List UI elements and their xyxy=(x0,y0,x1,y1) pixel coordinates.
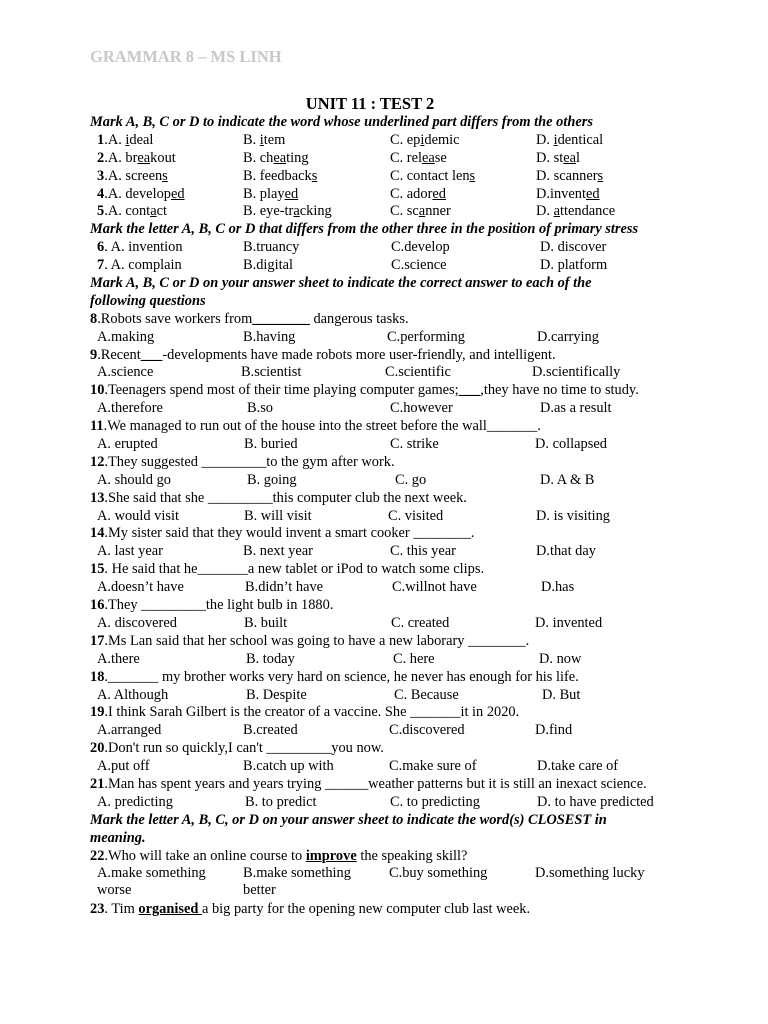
option-c: C. created xyxy=(391,614,450,631)
question-10-options xyxy=(90,400,690,418)
option-d: D. steal xyxy=(536,149,580,166)
option-d: D. identical xyxy=(536,131,604,148)
option-b: B. buried xyxy=(244,436,298,453)
option-b: B.scientist xyxy=(241,364,302,381)
question-8-stem: 8.Robots save workers from________ dangerous tasks. xyxy=(90,310,409,327)
option-b: B.having xyxy=(243,328,296,345)
question-18-stem: 18._______ my brother works very hard on science, he never has enough for his life. xyxy=(90,668,579,685)
section-pronunciation-instruction: Mark A, B, C or D to indicate the word whose underlined part differs from the others xyxy=(90,114,593,130)
option-c: C. strike xyxy=(390,436,439,453)
option-b: B.created xyxy=(243,722,298,739)
option-a: A.therefore xyxy=(97,400,163,417)
question-8-options xyxy=(90,329,690,347)
option-d: D.has xyxy=(541,579,575,596)
question-12-options xyxy=(90,472,690,490)
question-17-stem: 17.Ms Lan said that her school was going to have a new laborary ________. xyxy=(90,632,530,649)
option-a: 4.A. developed xyxy=(97,185,185,202)
option-d: D. discover xyxy=(540,239,607,256)
question-11-stem: 11.We managed to run out of the house into the street before the wall_______. xyxy=(90,418,541,435)
option-a: A. predicting xyxy=(97,793,173,810)
question-7: 7. A. complain B.digital C.science D. platform xyxy=(97,257,608,274)
option-d: D.invented xyxy=(536,185,600,202)
option-a: 3.A. screens xyxy=(97,167,168,184)
option-a: A.arranged xyxy=(97,722,162,739)
option-c: C.science xyxy=(391,257,447,274)
option-a: A. erupted xyxy=(97,436,158,453)
option-c: C.discovered xyxy=(389,722,465,739)
option-a: 5.A. contact xyxy=(97,203,167,220)
question-13-options xyxy=(90,508,690,526)
question-18-options xyxy=(90,687,690,705)
question-13-stem: 13.She said that she _________this computer club the next week. xyxy=(90,489,467,506)
option-d: D. scanners xyxy=(536,167,604,184)
question-17-options xyxy=(90,651,690,669)
option-c: C.willnot have xyxy=(392,579,477,596)
question-21-options xyxy=(90,794,690,812)
option-c: C. Because xyxy=(394,686,459,703)
option-b: B. today xyxy=(246,650,295,667)
option-c: C. this year xyxy=(390,543,456,560)
option-d: D. collapsed xyxy=(535,436,607,453)
option-d: D.scientifically xyxy=(532,364,621,381)
multiple-choice-questions xyxy=(90,418,690,812)
question-21-stem: 21.Man has spent years and years trying ______weather patterns but it is still an inexact science. xyxy=(90,775,647,792)
section-synonym-instruction-cont: meaning. xyxy=(90,829,146,846)
option-b: B. going xyxy=(247,471,297,488)
option-d: D. A & B xyxy=(540,471,595,488)
option-b: B. to predict xyxy=(245,793,317,810)
option-a: A.put off xyxy=(97,758,150,775)
question-10-stem: 10.Teenagers spend most of their time playing computer games;___,they have no time to study. xyxy=(90,382,639,399)
option-d: D. now xyxy=(539,650,582,667)
page-title: UNIT 11 : TEST 2 xyxy=(305,94,435,113)
option-b: B. will visit xyxy=(244,507,312,524)
question-4 xyxy=(90,186,690,204)
option-a: 2.A. breakout xyxy=(97,149,176,166)
option-d: D. is visiting xyxy=(536,507,610,524)
question-9-stem: 9.Recent___-developments have made robots more user-friendly, and intelligent. xyxy=(90,346,556,363)
option-d: D. platform xyxy=(540,257,608,274)
option-d: D. to have predicted xyxy=(537,793,654,810)
option-d: D.find xyxy=(535,722,573,739)
question-14-options xyxy=(90,543,690,561)
option-c: C.develop xyxy=(391,239,450,256)
option-c: C. contact lens xyxy=(390,167,476,184)
option-a: A.make something worse xyxy=(97,865,206,899)
option-c: C. release xyxy=(390,149,447,166)
question-22-options xyxy=(90,865,690,901)
question-11-options xyxy=(90,436,690,454)
option-b: B. feedbacks xyxy=(243,167,318,184)
option-b: B. played xyxy=(243,185,299,202)
section-mc-instruction: Mark A, B, C or D on your answer sheet to indicate the correct answer to each of the xyxy=(90,275,592,292)
option-b: B.digital xyxy=(243,257,293,274)
section-mc-instruction-cont: following questions xyxy=(90,292,206,309)
question-16-stem: 16.They _________the light bulb in 1880. xyxy=(90,597,334,614)
section-stress-instruction: Mark the letter A, B, C or D that differs from the other three in the position of primary stress xyxy=(90,221,639,238)
option-a: A.doesn’t have xyxy=(97,579,184,596)
option-c: C. to predicting xyxy=(390,793,480,810)
question-22-stem: 22.Who will take an online course to improve the speaking skill? xyxy=(90,847,468,864)
option-d: D.as a result xyxy=(540,400,612,417)
option-c: C.make sure of xyxy=(389,758,477,775)
question-12-stem: 12.They suggested _________to the gym after work. xyxy=(90,453,395,470)
option-d: D.something lucky xyxy=(535,865,645,882)
option-d: D.that day xyxy=(536,543,596,560)
question-20-stem: 20.Don't run so quickly,I can't _________you now. xyxy=(90,740,384,757)
option-d: D.carrying xyxy=(537,328,599,345)
option-c: C.buy something xyxy=(389,865,488,882)
option-c: C. epidemic xyxy=(390,131,460,148)
option-a: A. should go xyxy=(97,471,171,488)
question-5 xyxy=(90,203,690,221)
option-d: D. attendance xyxy=(536,203,616,220)
option-b: B. item xyxy=(243,131,286,148)
option-a: A. Although xyxy=(97,686,169,703)
question-15-stem: 15. He said that he_______a new tablet or iPod to watch some clips. xyxy=(90,561,485,578)
option-c: C. adored xyxy=(390,185,446,202)
question-19-options xyxy=(90,722,690,740)
option-c: C.scientific xyxy=(385,364,451,381)
question-20-options xyxy=(90,758,690,776)
option-c: C. scanner xyxy=(390,203,451,220)
option-d: D. invented xyxy=(535,614,603,631)
option-a: A.there xyxy=(97,650,140,667)
question-23-stem: 23. Tim organised a big party for the opening new computer club last week. xyxy=(90,901,531,918)
section-synonym-instruction: Mark the letter A, B, C, or D on your answer sheet to indicate the word(s) CLOSEST in xyxy=(90,811,607,828)
option-a: 1.A. ideal xyxy=(97,131,154,148)
option-b: B. cheating xyxy=(243,149,309,166)
option-a: A. discovered xyxy=(97,614,177,631)
question-19-stem: 19.I think Sarah Gilbert is the creator of a vaccine. She _______it in 2020. xyxy=(90,704,520,721)
question-9-options xyxy=(90,364,690,382)
option-a: A. would visit xyxy=(97,507,179,524)
option-b: B.so xyxy=(247,400,273,417)
option-b: B.truancy xyxy=(243,239,300,256)
pronunciation-questions xyxy=(90,132,690,221)
option-d: D. But xyxy=(542,686,581,703)
option-b: B.make something better xyxy=(243,865,351,899)
question-14-stem: 14.My sister said that they would invent a smart cooker ________. xyxy=(90,525,475,542)
option-b: B. built xyxy=(244,614,288,631)
option-b: B. Despite xyxy=(246,686,307,703)
option-c: C. visited xyxy=(388,507,444,524)
question-15-options xyxy=(90,579,690,597)
page-header: GRAMMAR 8 – MS LINH xyxy=(90,47,282,66)
question-16-options xyxy=(90,615,690,633)
option-c: C. here xyxy=(393,650,435,667)
option-a: A.making xyxy=(97,328,155,345)
question-1 xyxy=(90,132,690,150)
question-3 xyxy=(90,168,690,186)
option-b: B. next year xyxy=(243,543,313,560)
option-b: B. eye-tracking xyxy=(243,203,332,220)
option-c: C. go xyxy=(395,471,427,488)
option-d: D.take care of xyxy=(537,758,619,775)
option-a: A. last year xyxy=(97,543,163,560)
option-b: B.didn’t have xyxy=(245,579,324,596)
question-2 xyxy=(90,150,690,168)
option-c: C.performing xyxy=(387,328,465,345)
option-a: A.science xyxy=(97,364,154,381)
question-6: 6. A. invention B.truancy C.develop D. discover xyxy=(97,239,607,256)
worksheet-content xyxy=(90,114,690,919)
option-b: B.catch up with xyxy=(243,758,334,775)
option-c: C.however xyxy=(390,400,453,417)
